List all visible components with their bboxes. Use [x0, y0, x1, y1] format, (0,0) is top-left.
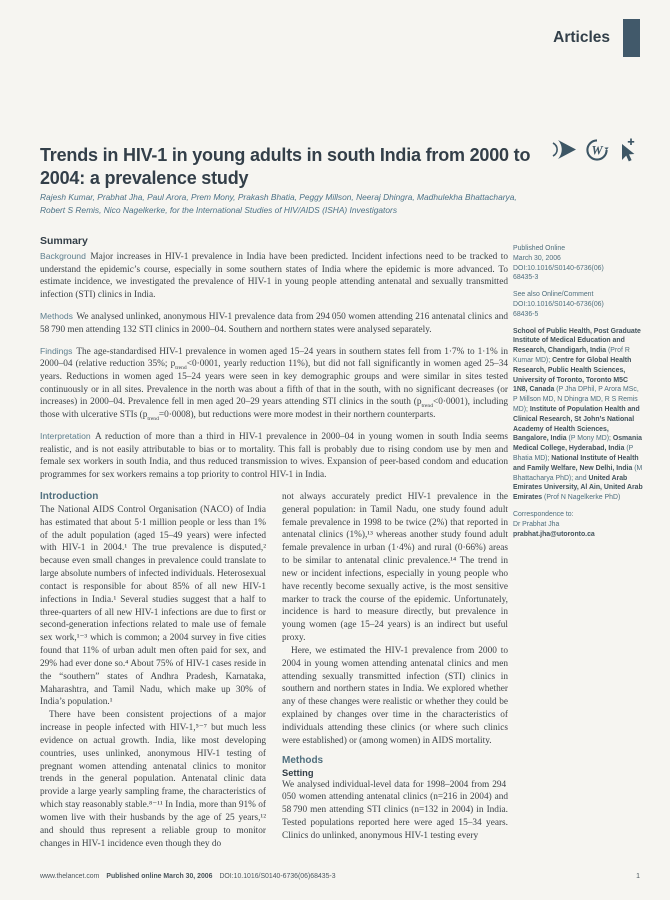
summary-interpretation-label: Interpretation [40, 431, 91, 442]
article-badge-icons [551, 137, 638, 163]
body-paragraph: not always accurately predict HIV-1 prevalence in the general population: in Tamil Nadu, one study found adult female prevalence in 1998 to be twice (2%) that reported in antenatal clinics (1%),¹³ whereas another study found adult female prevalence in urban (1·4%) and rural (0·66%) areas to be similar to antenatal clinic prevalence.¹⁴ The trend in new or incident infections, especially in young people who have recently become sexually active, is the most sensitive marker to track the course of the epidemic. Unfortunately, incidence is hard to measure directly, but prevalence in young women (age 15–24 years) is an indirect but useful proxy. [282, 492, 508, 644]
published-online-line: March 30, 2006 [513, 254, 561, 262]
published-online-line: Published Online [513, 245, 566, 252]
correspondence-note [513, 510, 643, 539]
see-also-line: See also Online/Comment [513, 291, 594, 299]
methods-heading: Methods [282, 754, 324, 766]
body-left-column [40, 491, 266, 850]
published-online-line: 68435-3 [513, 274, 539, 282]
correspondence-email-link[interactable]: prabhat.jha@utoronto.ca [513, 530, 595, 538]
article-body [40, 491, 508, 850]
summary-methods-text: We analysed unlinked, anonymous HIV-1 prevalence data from 294 050 women attending 216 antenatal clinics and 58 790 men attending 132 STI clinics in 2000–04. Southern and northern states were analysed separately. [40, 312, 508, 335]
body-paragraph: Here, we estimated the HIV-1 prevalence from 2000 to 2004 in young women attending antenatal clinics and men attending sexually transmitted infection (STI) clinics in southern and northern states in India. We explored whether any of these changes were realistic or whether they could be explained by changes over time in the characteristics of individuals attending these clinics (or where such clinics were established) or (among women) in AIDS mortality. [282, 645, 508, 746]
published-online-note [513, 244, 643, 283]
corner-accent-block [623, 19, 640, 57]
published-online-line: DOI:10.1016/S0140-6736(06) [513, 264, 604, 272]
summary-background-paragraph [40, 251, 508, 302]
footer-site-link[interactable]: www.thelancet.com [40, 873, 100, 880]
body-paragraph: The National AIDS Control Organisation (NACO) of India has estimated that about 5·1 million people or less than 1% of the adult population (aged 15–49 years) were infected with HIV-1 in 2004.¹ The true prevalence is disputed,² because even small changes in prevalence could translate to large absolute numbers of infected individuals. Heterosexual contact is responsible for about 85% of all new HIV-1 infections in India.¹ Several studies suggest that a half to three-quarters of all new HIV-1 infections are due to first or second-generation infections related to male use of female sex work,¹⁻³ which is common; a 2004 survey in five cities found that 11% of urban adult men often paid for sex, and 29% had ever done so.⁴ About 75% of HIV-1 cases reside in the “southern” states of Andhra Pradesh, Karnataka, Maharashtra, and Tamil Nadu, which make up 30% of India’s population.¹ [40, 505, 266, 708]
summary-findings-text: The age-standardised HIV-1 prevalence in women aged 15–24 years in southern states fell from 1·7% to 1·1% in 2000–04 (relative reduction 35%; $p_{trend}<0\cdot 0001$, yearly reduction 11%), but did not fall significantly in women aged 25–34 years. Reductions in women aged 15–24 years were seen in key demographic groups and were similar in sites tested continuously or in all sites. Prevalence in the north was about a fifth of that in the south, with no significant decreases (or increases) in 2000–04. Prevalence fell in men aged 20–29 years attending STI clinics in the south $(p_{trend}<0\cdot 0001)$, including those with ulcerative STIs $(p_{trend}=0\cdot 0008)$, but reductions were more modest in their northern counterparts. [40, 346, 509, 422]
web-w-icon [585, 138, 609, 162]
svg-text:W: W [591, 143, 603, 158]
summary-findings-paragraph [40, 346, 508, 422]
setting-subheading: Setting [282, 767, 314, 778]
summary-interpretation-paragraph [40, 431, 508, 482]
page-footer [40, 873, 640, 880]
body-paragraph: We analysed individual-level data for 1998–2004 from 294 050 women attending antenatal clinics (n=216 in 2004) and 58 790 men attending STI clinics (n=132 in 2004) in India. Tested populations reported here were aged 15–34 years. Clinics do unlinked, anonymous HIV-1 testing every [282, 779, 508, 841]
section-header-label: Articles [553, 29, 610, 46]
footer-published-date: Published online March 30, 2006 [106, 873, 213, 880]
footer-doi: DOI:10.1016/S0140-6736(06)68435-3 [219, 873, 336, 880]
margin-notes-sidebar [513, 244, 643, 546]
affiliations-note: School of Public Health, Post Graduate Institute of Medical Education and Research, Chandigarh, India (Prof R Kumar MD); Centre for Global Health Research, Public Health Sciences, University of Toronto, Toronto M5C 1N8, Canada (P Jha DPhil, P Arora MSc, P Millson MD, N Dhingra MD, R S Remis MD); Institute of Population Health and Clinical Research, St John’s National Academy of Health Sciences, Bangalore, India (P Mony MD); Osmania Medical College, Hyderabad, India (P Bhatia MD); National Institute of Health and Family Welfare, New Delhi, India (M Bhattacharya PhD); and United Arab Emirates University, Al Ain, United Arab Emirates (Prof N Nagelkerke PhD) [513, 327, 643, 502]
body-right-column [282, 491, 508, 850]
author-list: Rajesh Kumar, Prabhat Jha, Paul Arora, Prem Mony, Prakash Bhatia, Peggy Millson, Neeraj Dhingra, Madhulekha Bhattacharya, Robert S Remis, Nico Nagelkerke, for the International Studies of HIV/AIDS (ISHA) Investigators [40, 192, 517, 215]
correspondence-label: Correspondence to: [513, 510, 574, 518]
see-also-note [513, 290, 643, 319]
correspondence-name: Dr Prabhat Jha [513, 520, 560, 528]
summary-section [40, 235, 508, 491]
see-also-line: 68436-5 [513, 310, 539, 318]
page-number: 1 [636, 873, 640, 880]
summary-methods-paragraph [40, 311, 508, 336]
summary-findings-label: Findings [40, 345, 73, 356]
introduction-heading: Introduction [40, 491, 99, 502]
fast-track-icon [551, 138, 578, 162]
footer-citation [40, 873, 343, 880]
summary-background-label: Background [40, 251, 86, 261]
page-title: Trends in HIV-1 in young adults in south India from 2000 to 2004: a prevalence study [40, 145, 531, 189]
summary-heading: Summary [40, 235, 88, 247]
online-cursor-icon [616, 137, 638, 163]
see-also-line: DOI:10.1016/S0140-6736(06) [513, 300, 604, 308]
summary-methods-label: Methods [40, 311, 73, 322]
body-paragraph: There have been consistent projections of a major increase in people infected with HIV-1,⁵⁻⁷ but much less evidence on actual growth. India, like most developing countries, uses unlinked, anonymous HIV-1 testing of pregnant women attending antenatal clinics to monitor trends in the general population. Antenatal clinic data provide a large yearly sampling frame, the characteristics of which stay reasonably stable.⁸⁻¹¹ In India, more than 91% of women live with their husbands by the age of 25 years,¹² and should thus represent a reliable group to monitor changes in HIV-1 incidence even though they do [40, 710, 266, 849]
summary-background-text: Major increases in HIV-1 prevalence in India have been predicted. Incident infections need to be tracked to understand the epidemic’s course, especially in some southern states of India where the epidemic is more advanced. To estimate incidence, we investigated the prevalence of HIV-1 in young people attending antenatal and sexually transmitted infection (STI) clinics in India. [40, 252, 508, 300]
summary-interpretation-text: A reduction of more than a third in HIV-1 prevalence in 2000–04 in young women in south India seems realistic, and is not easily attributable to bias or to mortality. This fall is probably due to rising condom use by men and female sex workers in south India, and thus reduced transmission to wives. Expansion of peer-based condom and education programmes for sex workers remains a top priority to control HIV-1 in India. [40, 432, 509, 481]
